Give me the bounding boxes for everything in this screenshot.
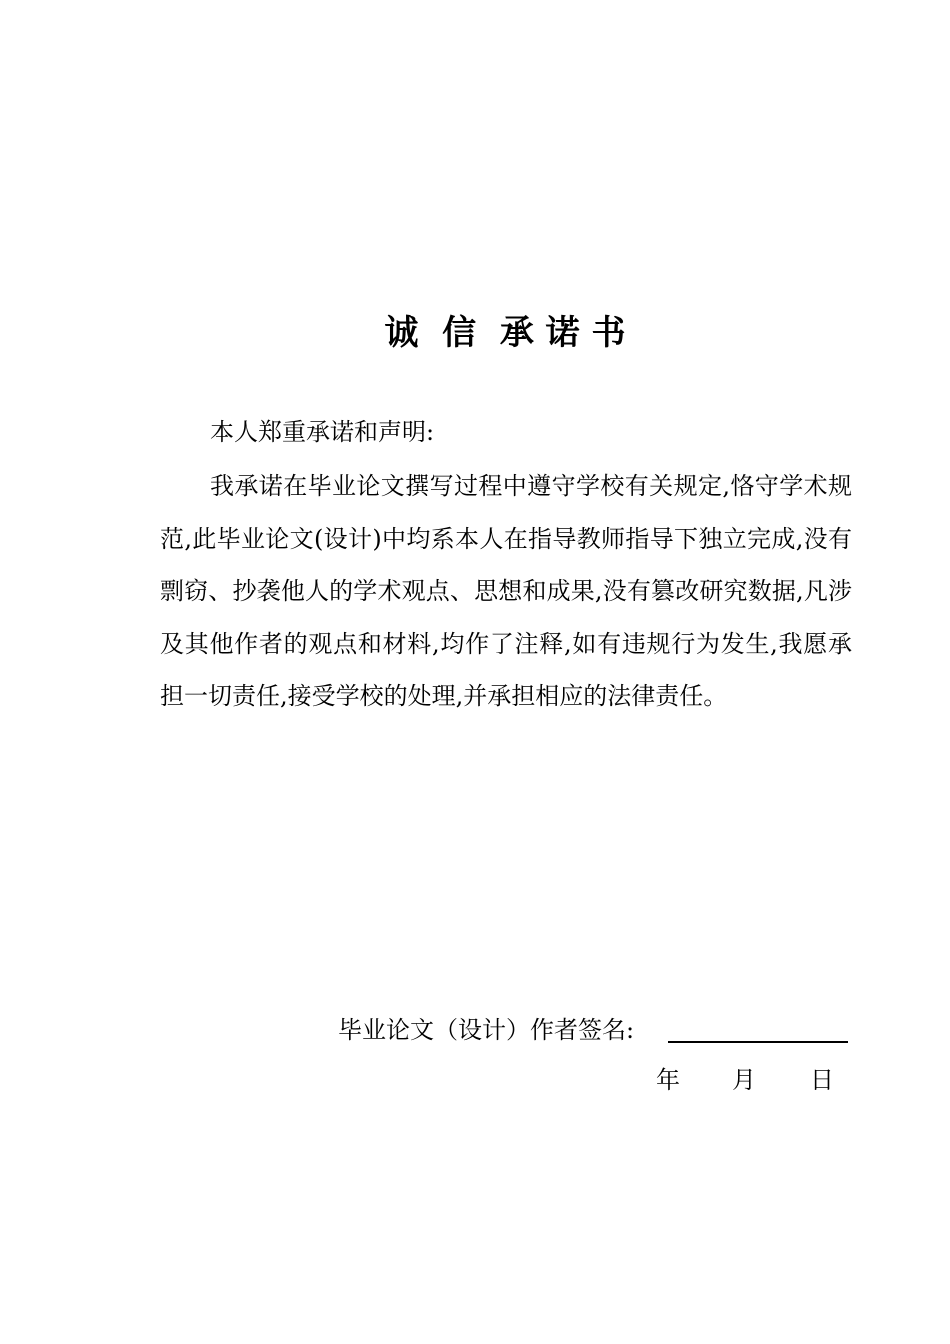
date-row: [656, 1060, 856, 1100]
declaration-line: 本人郑重承诺和声明:: [210, 418, 435, 446]
signature-row: [338, 1010, 858, 1050]
signature-line: [668, 1041, 848, 1043]
date-year-label: 年: [656, 1066, 680, 1094]
document-title: 诚 信 承 诺 书: [384, 313, 626, 353]
date-month-label: 月: [732, 1066, 756, 1094]
signature-label: 毕业论文（设计）作者签名:: [338, 1016, 635, 1044]
pledge-body-paragraph: 我承诺在毕业论文撰写过程中遵守学校有关规定,恪守学术规范,此毕业论文(设计)中均系本人在指导教师指导下独立完成,没有剽窃、抄袭他人的学术观点、思想和成果,没有篡改研究数据,凡涉及其他作者的观点和材料,均作了注释,如有违规行为发生,我愿承担一切责任,接受学校的处理,并承担相应的法律责任。: [160, 472, 852, 710]
date-day-label: 日: [810, 1066, 834, 1094]
